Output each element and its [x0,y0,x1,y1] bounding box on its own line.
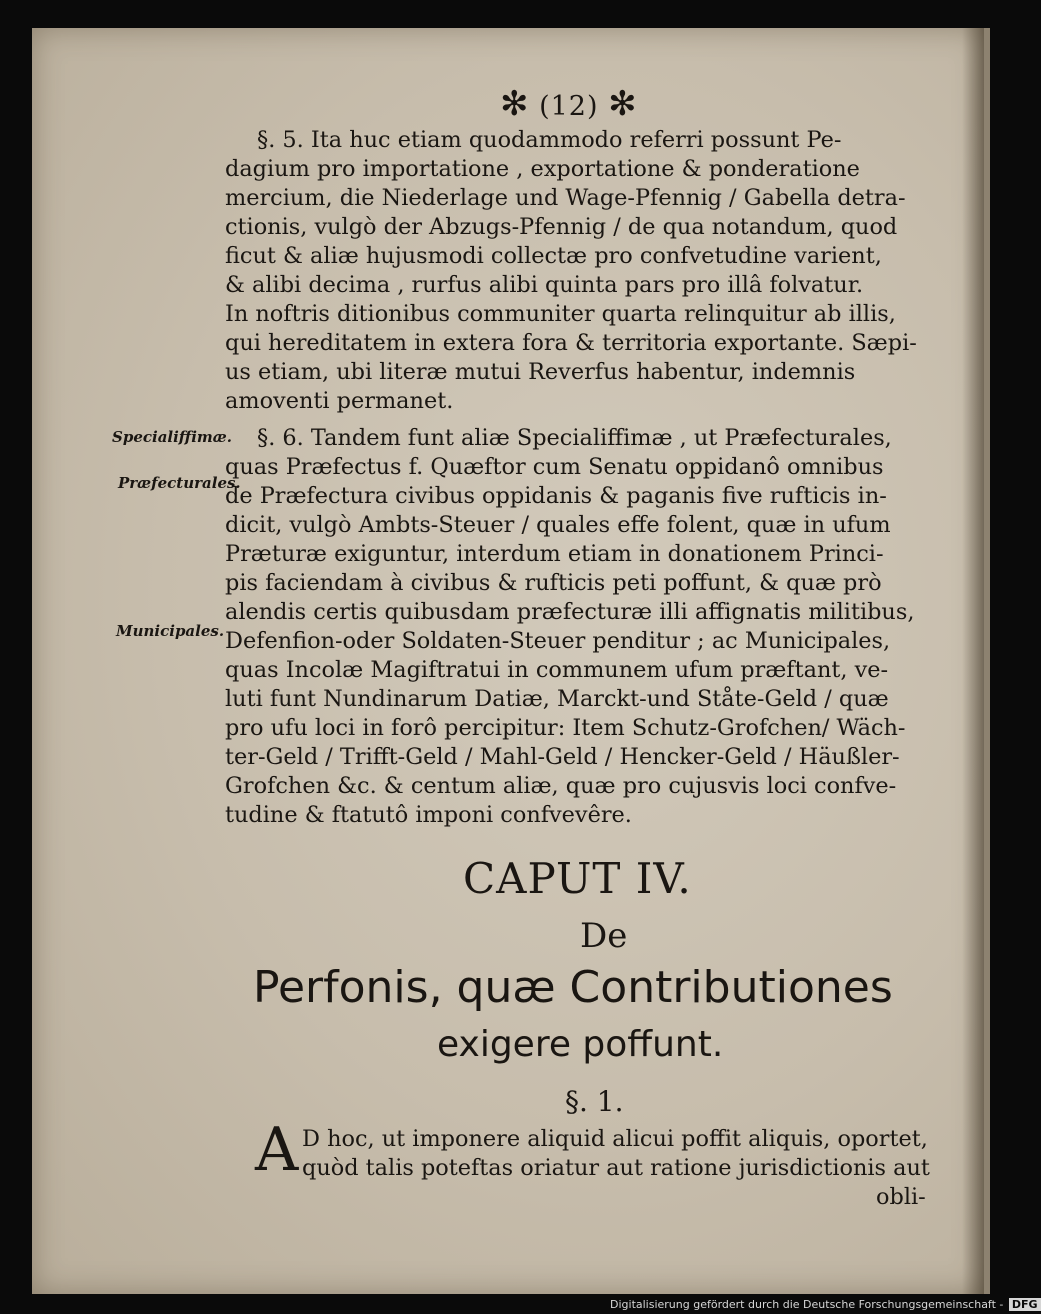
p5-line-1: §. 5. Ita huc etiam quodammodo referri possunt Pe- [257,127,842,153]
drop-cap: A [255,1115,299,1185]
p6-line-9: quas Incolæ Magiftratui in communem ufum præftant, ve- [225,657,889,683]
footer-text: Digitalisierung gefördert durch die Deutsche Forschungsgemeinschaft - [610,1298,1004,1311]
ornament-right-icon: ✻ [608,84,638,124]
page-number: (12) [539,91,599,122]
catchword: obli- [876,1184,926,1210]
chapter-subtitle-line-2: exigere poffunt. [437,1024,724,1065]
chapter-de: De [580,916,628,956]
p5-line-4: ctionis, vulgò der Abzugs-Pfennig / de qua notandum, quod [225,214,898,240]
s1-line-1: D hoc, ut imponere aliquid alicui poffit aliquis, oportet, [302,1126,928,1152]
p5-line-2: dagium pro importatione , exportatione & ponderatione [225,156,860,182]
p5-line-7: In noftris ditionibus communiter quarta relinquitur ab illis, [225,301,896,327]
p6-line-8: Defenfion-oder Soldaten-Steuer penditur ; ac Municipales, [225,628,891,654]
page-gutter-shadow [962,28,984,1294]
p5-line-10: amoventi permanet. [225,388,454,414]
chapter-subtitle-line-1: Perfonis, quæ Contributiones [253,962,893,1013]
p6-line-12: ter-Geld / Trifft-Geld / Mahl-Geld / Hencker-Geld / Häußler- [225,744,900,770]
margin-note-municipales: Municipales. [116,622,225,640]
p6-line-14: tudine & ftatutô imponi confvevêre. [225,802,632,828]
p6-line-10: luti funt Nundinarum Datiæ, Marckt-und Ståte-Geld / quæ [225,686,889,712]
margin-note-praefecturales: Præfecturales. [118,474,241,492]
p5-line-9: us etiam, ubi literæ mutui Reverfus habentur, indemnis [225,359,856,385]
p6-line-5: Præturæ exiguntur, interdum etiam in donationem Princi- [225,541,884,567]
p6-line-3: de Præfectura civibus oppidanis & paganis five rufticis in- [225,483,887,509]
p5-line-3: mercium, die Niederlage und Wage-Pfennig / Gabella detra- [225,185,906,211]
chapter-title: CAPUT IV. [463,854,692,903]
page-header [500,84,638,124]
p6-line-1: §. 6. Tandem funt aliæ Specialiffimæ , ut Præfecturales, [257,425,892,451]
section-number: §. 1. [565,1085,624,1118]
p6-line-7: alendis certis quibusdam præfecturæ illi affignatis militibus, [225,599,915,625]
p5-line-5: ficut & aliæ hujusmodi collectæ pro confvetudine varient, [225,243,882,269]
p5-line-8: qui hereditatem in extera fora & territoria exportante. Sæpi- [225,330,917,356]
p6-line-11: pro ufu loci in forô percipitur: Item Schutz-Grofchen/ Wäch- [225,715,906,741]
p6-line-13: Grofchen &c. & centum aliæ, quæ pro cujusvis loci confve- [225,773,897,799]
margin-note-specialissimae: Specialiffimæ. [112,428,232,446]
ornament-left-icon: ✻ [500,84,530,124]
p6-line-6: pis faciendam à civibus & rufticis peti poffunt, & quæ prò [225,570,882,596]
dfg-logo: DFG [1009,1298,1041,1311]
p5-line-6: & alibi decima , rurfus alibi quinta pars pro illâ folvatur. [225,272,864,298]
digitization-footer [610,1298,1041,1311]
s1-line-2: quòd talis poteftas oriatur aut ratione jurisdictionis aut [302,1155,930,1181]
p6-line-4: dicit, vulgò Ambts-Steuer / quales effe folent, quæ in ufum [225,512,891,538]
p6-line-2: quas Præfectus f. Quæftor cum Senatu oppidanô omnibus [225,454,884,480]
